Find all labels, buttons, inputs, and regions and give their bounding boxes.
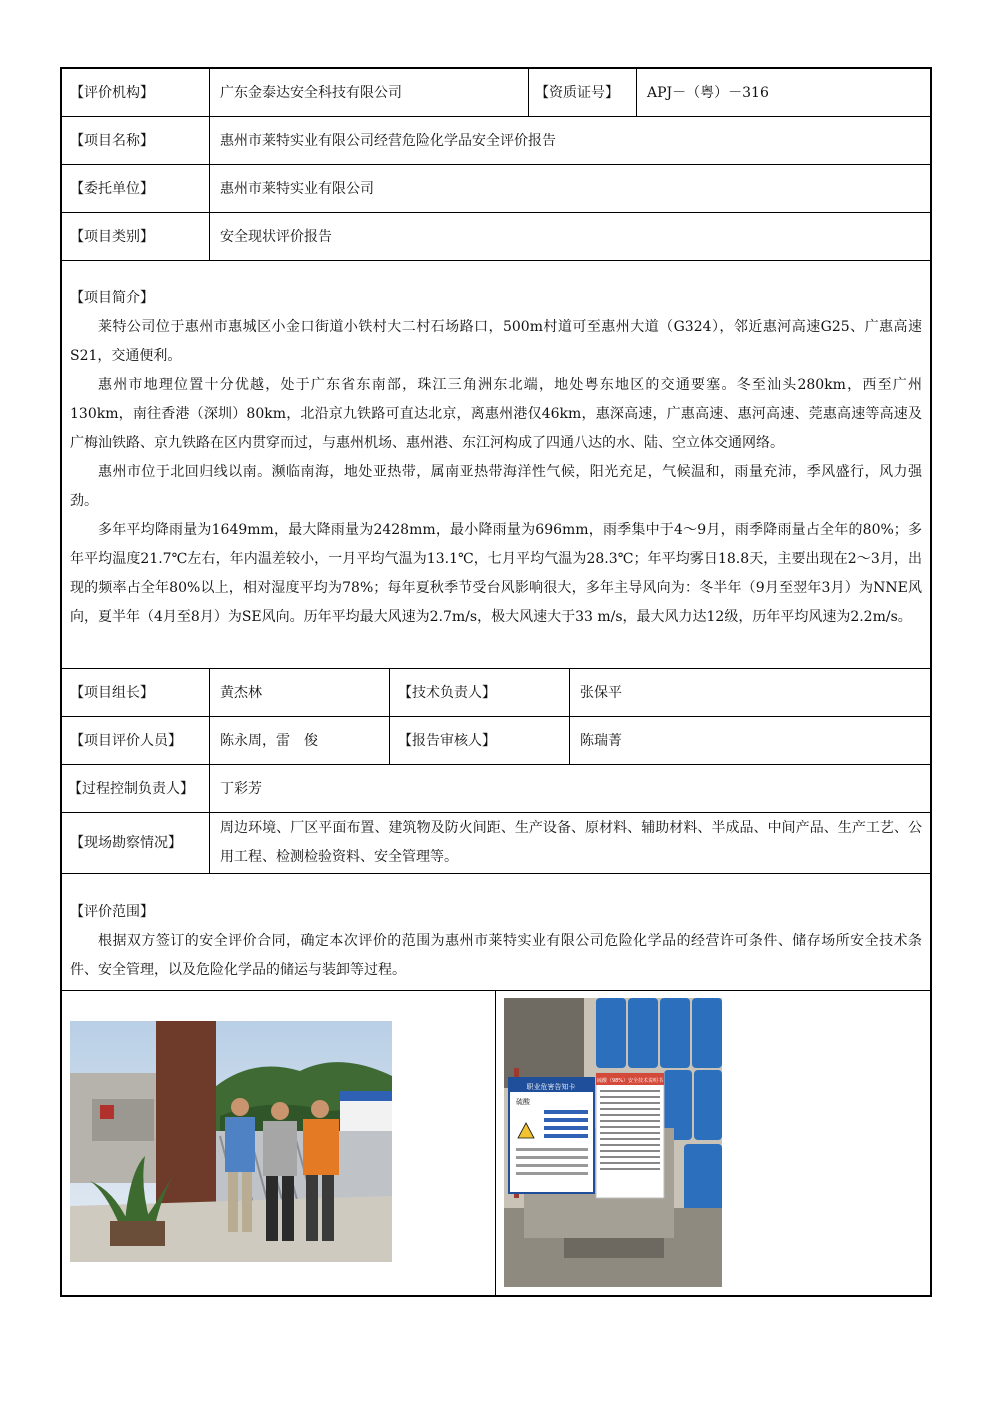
tech-lead-label: 【技术负责人】 [398,684,496,701]
evaluators-value: 陈永周，雷 俊 [220,732,318,749]
intro-paragraph: 莱特公司位于惠州市惠城区小金口街道小铁村大二村石场路口，500m村道可至惠州大道（G324），邻近惠河高速G25、广惠高速S21，交通便利。 [70,319,922,364]
cert-value: APJ－（粤）－316 [647,84,769,101]
org-value: 广东金泰达安全科技有限公司 [220,84,402,101]
evaluation-scope [70,898,922,988]
process-control-label: 【过程控制负责人】 [68,780,194,797]
evaluators-label: 【项目评价人员】 [70,732,182,749]
scope-title: 【评价范围】 [70,904,154,920]
project-name-label: 【项目名称】 [70,132,154,149]
project-intro [70,284,922,664]
survey-label: 【现场勘察情况】 [70,835,182,851]
cert-label: 【资质证号】 [535,84,619,101]
warning-card-title: 职业危害告知卡 [526,1083,576,1091]
leader-label: 【项目组长】 [70,684,154,701]
category-value: 安全现状评价报告 [220,228,332,245]
site-visit-photo [70,1021,392,1262]
intro-title: 【项目简介】 [70,290,154,306]
evaluation-info-table [60,67,932,1297]
project-name-value: 惠州市莱特实业有限公司经营危险化学品安全评价报告 [220,132,556,149]
leader-value: 黄杰林 [220,684,262,701]
intro-paragraph: 多年平均降雨量为1649mm，最大降雨量为2428mm，最小降雨量为696mm，雨季集中于4～9月，雨季降雨量占全年的80%；多年平均温度21.7℃左右，年内温差较小，一月平均气温为13.1℃，七月平均气温为28.3℃；年平均雾日18.8天，主要出现在2～3月，出现的频率占全年80%以上，相对湿度平均为78%；每年夏秋季节受台风影响很大，多年主导风向为：冬半年（9月至翌年3月）为NNE风向，夏半年（4月至8月）为SE风向。历年平均最大风速为2.7m/s，极大风速大于33 m/s，最大风力达12级，历年平均风速为2.2m/s。 [70,522,922,625]
intro-paragraph: 惠州市位于北回归线以南。濒临南海，地处亚热带，属南亚热带海洋性气候，阳光充足，气候温和，雨量充沛，季风盛行，风力强劲。 [70,464,922,509]
process-control-value: 丁彩芳 [220,780,262,797]
client-value: 惠州市莱特实业有限公司 [220,180,374,197]
intro-paragraph: 惠州市地理位置十分优越，处于广东省东南部，珠江三角洲东北端，地处粤东地区的交通要塞。冬至汕头280km，西至广州130km，南往香港（深圳）80km，北沿京九铁路可直达北京，离惠州港仅46km，惠深高速，广惠高速、惠河高速、莞惠高速等高速及广梅汕铁路、京九铁路在区内贯穿而过，与惠州机场、惠州港、东江河构成了四通八达的水、陆、空立体交通网络。 [70,377,922,451]
reviewer-label: 【报告审核人】 [398,732,496,749]
org-label: 【评价机构】 [70,84,154,101]
reviewer-value: 陈瑞菁 [580,732,622,749]
survey-value: 周边环境、厂区平面布置、建筑物及防火间距、生产设备、原材料、辅助材料、半成品、中间产品、生产工艺、公用工程、检测检验资料、安全管理等。 [220,820,922,865]
scope-text: 根据双方签订的安全评价合同，确定本次评价的范围为惠州市莱特实业有限公司危险化学品的经营许可条件、储存场所安全技术条件、安全管理，以及危险化学品的储运与装卸等过程。 [70,933,922,978]
storage-warning-sign-photo [504,998,722,1287]
client-label: 【委托单位】 [70,180,154,197]
warning-card-item: 硫酸 [516,1098,530,1106]
category-label: 【项目类别】 [70,228,154,245]
tech-lead-value: 张保平 [580,684,622,701]
notice-title: 硫酸（98%）安全技术说明书 [596,1078,664,1084]
